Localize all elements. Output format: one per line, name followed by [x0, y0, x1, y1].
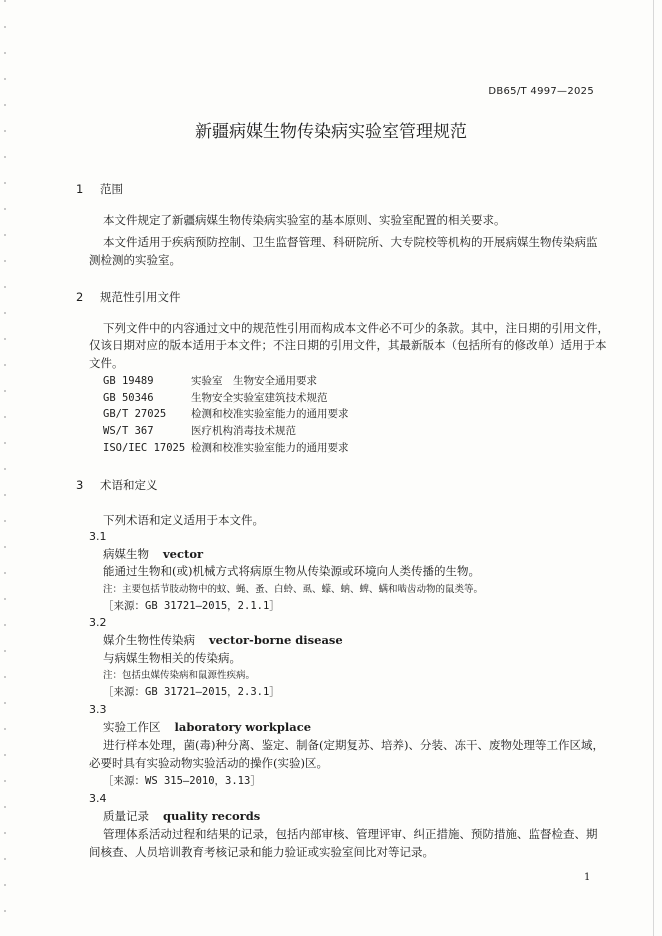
reference-item: [103, 390, 328, 405]
term-zh: 实验工作区: [103, 720, 161, 734]
section-3-heading: [76, 477, 158, 493]
term-definition: 管理体系活动过程和结果的记录，包括内部审核、管理评审、纠正措施、预防措施、监督检查、期: [103, 827, 598, 841]
reference-title: 实验室 生物安全通用要求: [191, 375, 317, 387]
reference-code: GB 19489: [103, 375, 154, 387]
term-entry: [103, 546, 203, 562]
term-note: 注：主要包括节肢动物中的蚊、蝇、蚤、白蛉、虱、蠓、蚋、蜱、螨和啮齿动物的鼠类等。: [103, 584, 484, 595]
paragraph: 下列术语和定义适用于本文件。: [103, 513, 264, 527]
reference-item: [103, 373, 317, 388]
term-source: ［来源：GB 31721—2015，2.3.1］: [103, 686, 280, 698]
term-en: quality records: [163, 809, 261, 823]
section-1-heading: [76, 181, 123, 197]
paragraph: 仅该日期对应的版本适用于本文件；不注日期的引用文件，其最新版本（包括所有的修改单）适用于本: [89, 338, 607, 352]
term-definition: 进行样本处理，菌(毒)种分离、鉴定、制备(定期复苏、培养)、分装、冻干、废物处理等工作区域，: [103, 738, 604, 752]
term-en: laboratory workplace: [174, 720, 312, 734]
term-source: ［来源：WS 315—2010，3.13］: [103, 775, 261, 787]
paragraph: 下列文件中的内容通过文中的规范性引用而构成本文件必不可少的条款。其中，注日期的引用文件，: [103, 321, 609, 335]
term-note: 注：包括虫媒传染病和鼠源性疾病。: [103, 670, 256, 681]
paragraph: 测检测的实验室。: [89, 253, 181, 267]
paragraph: 文件。: [89, 356, 124, 370]
term-entry: [103, 632, 343, 648]
reference-code: ISO/IEC 17025: [103, 442, 186, 454]
page-number: 1: [584, 872, 591, 883]
term-en: vector: [163, 547, 204, 561]
section-number: 2: [76, 290, 84, 304]
term-zh: 媒介生物性传染病: [103, 633, 195, 647]
document-title: 新疆病媒生物传染病实验室管理规范: [195, 122, 467, 142]
term-zh: 质量记录: [103, 809, 149, 823]
term-entry: [103, 808, 260, 824]
section-title: 规范性引用文件: [100, 290, 181, 304]
term-definition: 间核查、人员培训教育考核记录和能力验证或实验室间比对等记录。: [89, 845, 434, 859]
term-definition: 必要时具有实验动物实验活动的操作(实验)区。: [89, 756, 328, 770]
reference-code: GB 50346: [103, 392, 154, 404]
term-number: 3.2: [89, 616, 107, 629]
reference-item: [103, 423, 296, 438]
reference-item: [103, 440, 349, 455]
section-title: 范围: [100, 182, 123, 196]
paragraph: 本文件规定了新疆病媒生物传染病实验室的基本原则、实验室配置的相关要求。: [103, 213, 506, 227]
term-definition: 能通过生物和(或)机械方式将病原生物从传染源或环境向人类传播的生物。: [103, 564, 480, 578]
term-entry: [103, 719, 311, 735]
section-title: 术语和定义: [100, 478, 158, 492]
term-number: 3.3: [89, 703, 107, 716]
term-zh: 病媒生物: [103, 547, 149, 561]
reference-item: [103, 406, 349, 421]
section-number: 3: [76, 478, 84, 492]
reference-title: 医疗机构消毒技术规范: [191, 425, 296, 437]
term-number: 3.1: [89, 530, 107, 543]
section-number: 1: [76, 182, 84, 196]
term-source: ［来源：GB 31721—2015，2.1.1］: [103, 600, 280, 612]
document-code: DB65/T 4997—2025: [488, 86, 594, 97]
term-number: 3.4: [89, 792, 107, 805]
reference-title: 生物安全实验室建筑技术规范: [191, 392, 328, 404]
paragraph: 本文件适用于疾病预防控制、卫生监督管理、科研院所、大专院校等机构的开展病媒生物传染病监: [103, 235, 598, 249]
reference-title: 检测和校准实验室能力的通用要求: [191, 408, 349, 420]
reference-code: WS/T 367: [103, 425, 154, 437]
section-2-heading: [76, 289, 181, 305]
term-en: vector-borne disease: [209, 633, 343, 647]
reference-title: 检测和校准实验室能力的通用要求: [191, 442, 349, 454]
term-definition: 与病媒生物相关的传染病。: [103, 651, 241, 665]
reference-code: GB/T 27025: [103, 408, 167, 420]
